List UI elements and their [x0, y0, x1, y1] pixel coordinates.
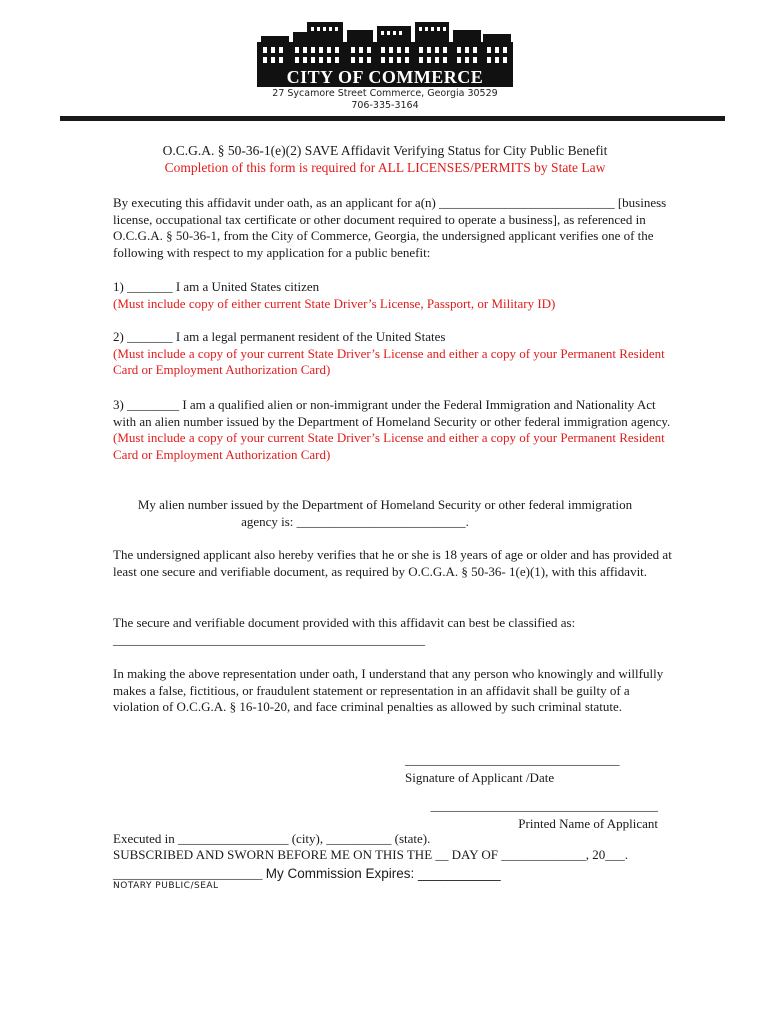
printed-name-block [400, 798, 658, 832]
document-classification [113, 615, 673, 648]
execution-block [113, 831, 693, 863]
intro-paragraph [113, 195, 673, 261]
logo-wordmark: CITY OF COMMERCE [286, 67, 484, 87]
executed-location: Executed in _________________ (city), __________ (state). [113, 831, 431, 846]
header-divider [60, 116, 725, 121]
option-citizen [113, 279, 673, 312]
document-class-blank: ________________________________________________ [113, 631, 425, 647]
penalty-paragraph [113, 666, 673, 716]
signature-block [405, 752, 620, 786]
option-note: (Must include copy of either current State Driver’s License, Passport, or Military ID) [113, 295, 556, 311]
commission-expires: My Commission Expires: ___________ [265, 866, 501, 881]
option-permanent-resident [113, 329, 673, 379]
title-line: O.C.G.A. § 50-36-1(e)(2) SAVE Affidavit Verifying Status for City Public Benefit [162, 143, 608, 158]
alien-number-blank: agency is: __________________________. [241, 513, 469, 529]
requirement-notice: Completion of this form is required for ALL LICENSES/PERMITS by State Law [164, 160, 606, 175]
sworn-statement: SUBSCRIBED AND SWORN BEFORE ME ON THIS THE __ DAY OF _____________, 20___. [113, 847, 628, 862]
printed-name-label: Printed Name of Applicant [518, 816, 658, 831]
option-note: (Must include a copy of your current State Driver’s License and either a copy of your Permanent Resident Card or Employment Authorization Card) [113, 345, 665, 377]
option-text: 3) ________ I am a qualified alien or non-immigrant under the Federal Immigration and Nationality Act with an alien number issued by the Department of Homeland Security or other federal immigration agency. [113, 397, 671, 429]
option-qualified-alien [113, 397, 673, 463]
notary-signature-line: _______________________ [113, 866, 263, 881]
document-class-label: The secure and verifiable document provided with this affidavit can best be classified as: [113, 615, 576, 630]
signature-line: _________________________________ [405, 752, 620, 767]
printed-name-line: ___________________________________ [430, 798, 658, 813]
form-title [60, 142, 710, 176]
age-verification-paragraph [113, 547, 673, 580]
notary-seal-label: NOTARY PUBLIC/SEAL [113, 881, 219, 891]
signature-label: Signature of Applicant /Date [405, 770, 555, 785]
phone-number: 706-335-3164 [351, 100, 419, 111]
option-note: (Must include a copy of your current State Driver’s License and either a copy of your Permanent Resident Card or Employment Authorization Card) [113, 430, 665, 462]
street-address: 27 Sycamore Street Commerce, Georgia 30529 [272, 88, 498, 99]
intro-text: By executing this affidavit under oath, as an applicant for a(n) ___________________________ [business license, occupational tax certificate or other document required to operate a business], as referenced in O.C.G.A. § 50-36-1, from the City of Commerce, Georgia, the undersigned applicant verifies one of the following with respect to my application for a public benefit: [113, 195, 667, 260]
option-text: 2) _______ I am a legal permanent resident of the United States [113, 329, 446, 344]
address-block [230, 88, 540, 112]
city-logo [255, 20, 515, 90]
penalty-text: In making the above representation under oath, I understand that any person who knowingly and willfully makes a false, fictitious, or fraudulent statement or representation in an affidavit shall be guilty of a violation of O.C.G.A. § 16-10-20, and face criminal penalties as allowed by such criminal statute. [113, 666, 664, 714]
option-text: 1) _______ I am a United States citizen [113, 279, 320, 294]
alien-number-label: My alien number issued by the Department of Homeland Security or other federal immigration [137, 497, 633, 512]
notary-row [113, 866, 501, 882]
alien-number-field [100, 497, 670, 530]
age-verification-text: The undersigned applicant also hereby verifies that he or she is 18 years of age or older and has provided at least one secure and verifiable document, as required by O.C.G.A. § 50-36- 1(e)(1), with this affidavit. [113, 547, 672, 579]
